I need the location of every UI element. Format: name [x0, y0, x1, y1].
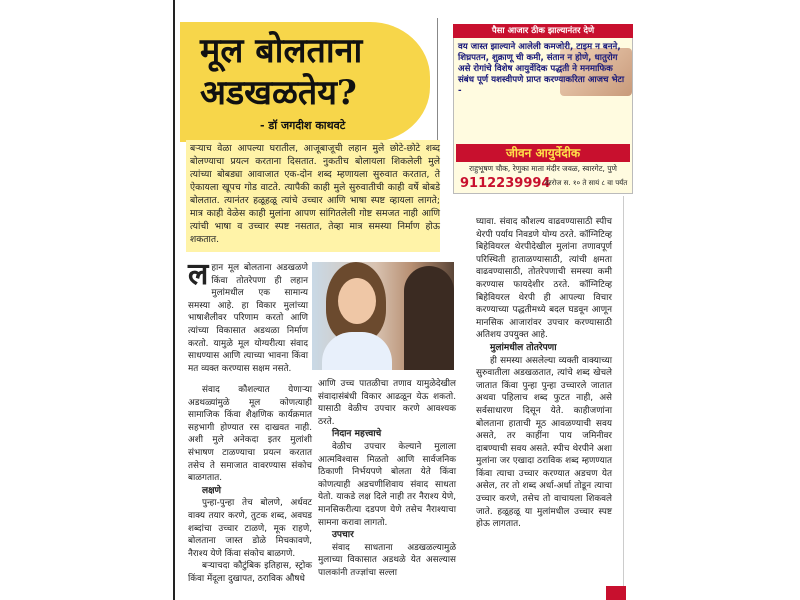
child-face — [338, 278, 376, 324]
ad-body — [458, 42, 630, 97]
ad-banner: पैसा आजार ठीक झाल्यानंतर देणे — [453, 24, 633, 38]
headline — [200, 30, 430, 114]
column-3-paragraph-2: ही समस्या असलेल्या व्यक्ती वाक्याच्या सुरुवातीला अडखळतात, त्यांचे शब्द खेचले जातात किंवा पुन्हा पुन्हा उच्चारले जातात अथवा पहिलाच शब्द फुटत नाही, असे सर्वसाधारण दिसून येते. काहीजणांना बोलताना हाताची मूठ आवळण्याची सवय असते, तर काहींना पाय जमिनीवर दाबण्याची सवय असते. स्पीच थेरपीने अशा मुलांना जर एखादा ठराविक शब्द म्हणण्यात किंवा त्याचा उच्चार करण्यात अडचण येत असेल, तर तो शब्द अर्धा-अर्धा तोडून त्याचा उच्चार करणे, तसेच तो वाचायला शिकवले जाते. हळूहळू या मुलांमधील उच्चार स्पष्ट होऊ लागतात. — [476, 355, 612, 530]
dropcap: ल — [188, 257, 209, 292]
corner-marker — [606, 586, 626, 600]
ad-clinic-name: जीवन आयुर्वेदीक — [456, 144, 630, 162]
column-2 — [318, 378, 456, 580]
page-column-rule — [173, 0, 175, 600]
ad-lines: वय जास्त झाल्याने आलेली कमजोरी, टाइम न बनने, शिघ्रपतन, शुक्राणू ची कमी, संतान न होणे, धातुरोग असे रोगांचे विशेष आयुर्वेदिक पद्धती ने मनमाफिक संबंध पूर्ण यशस्वीपणे प्राप्त करण्याकरिता आजच भेटा - — [458, 42, 625, 96]
subhead-diagnosis: निदान महत्त्वाचे — [332, 429, 382, 440]
article-photo — [312, 262, 454, 370]
subhead-treatment: उपचार — [332, 530, 354, 541]
column-1-paragraph-3: पुन्हा-पुन्हा तेच बोलणे, अर्धवट वाक्य तयार करणे, तुटक शब्द, अवघड शब्दांचा उच्चार टाळणे, मूक राहणे, बोलताना जास्त डोळे मिचकावणे, नैराश्य येणे किंवा संकोच बाळगणे. — [188, 498, 312, 559]
column-3 — [476, 216, 612, 531]
column-1-paragraph-4: बऱ्याचदा कौटुंबिक इतिहास, स्ट्रोक किंवा मेंदूला दुखापत, ठराविक औषधे — [188, 561, 312, 584]
subhead-stuttering: मुलांमधील तोतरेपणा — [490, 342, 557, 353]
child-body — [322, 332, 392, 370]
headline-line-1: मूल बोलताना — [200, 31, 363, 71]
byline: - डॉ जगदीश काथवटे — [260, 119, 346, 132]
ad-address: राहुभूषण चौक, रेणुका माता मंदीर जवळ, स्वारगेट, पुणे — [469, 164, 617, 173]
headline-line-2: अडखळतेय? — [200, 73, 357, 113]
intro-paragraph: बऱ्याच वेळा आपल्या घरातील, आजूबाजूची लहान मुले छोटे-छोटे शब्द बोलण्याचा प्रयत्न करताना दिसतात. नुकतीच बोलायला शिकलेली मुले त्यांच्या बोबड्या आवाजात एक-दोन शब्द म्हणायला सुरुवात करतात, ते ऐकायला खूपच गोड वाटते. त्यापैकी काही मुले सुरुवातीची काही वर्षे बोबडे बोलतात. त्यानंतर हळूहळू त्यांचे उच्चार आणि भाषा स्पष्ट व्हायला लागते; मात्र काही वेळेस काही मुलांना आपण सांगितलेली गोष्ट समजत नाही आणि त्यांची भाषा व उच्चार स्पष्ट नसतात, तेव्हा मात्र समस्या निर्माण होऊ शकतात. — [190, 143, 440, 245]
column-3-paragraph-1: घ्यावा. संवाद कौशल्य वाढवण्यासाठी स्पीच थेरपी पर्याय निवडणे योग्य ठरते. कॉग्निटिव्ह बिहेवियरल थेरपीदेखील मुलांना तणावपूर्ण परिस्थिती हाताळण्यासाठी, त्यांची क्षमता वाढवण्यासाठी, तोतरेपणाची समस्या कमी करण्यास फायदेशीर ठरते. कॉग्निटिव्ह बिहेवियरल थेरपी ही आपल्या विचार करण्याच्या पद्धतीमध्ये बदल घडवून आणून मानसिक आजारांवर उपचार करण्यासाठी अतिशय उपयुक्त आहे. — [476, 217, 612, 341]
ad-timing: दररोज स. १० ते सायं ८ वा पर्यंत — [545, 179, 628, 187]
column-2-paragraph-2: वेळीच उपचार केल्याने मुलाला आत्मविश्वास मिळतो आणि सार्वजनिक ठिकाणी निर्भयपणे बोलता येते किंवा कोणत्याही अडचणीशिवाय संवाद साधता येतो. याकडे लक्ष दिले नाही तर नैराश्य येणे, मानसिकरीत्या दडपण येणे तसेच नैराश्याचा सामना करावा लागतो. — [318, 441, 456, 528]
right-divider — [623, 196, 624, 600]
doctor-figure — [404, 266, 454, 370]
column-2-paragraph-1: आणि उच्च पातळीचा तणाव यामुळेदेखील संवादासंबंधी विकार आढळून येऊ शकतो. यासाठी वेळीच उपचार करणे आवश्यक ठरते. — [318, 379, 456, 427]
subhead-symptoms: लक्षणे — [202, 485, 222, 496]
column-1 — [188, 257, 308, 375]
ad-phone: 9112239994 — [460, 176, 551, 191]
column-1-lower — [188, 384, 312, 586]
column-2-paragraph-3: संवाद साधताना अडखळल्यामुळे मुलाच्या विकासात अडथळे येत असल्यास पालकांनी तज्ज्ञांचा सल्ला — [318, 542, 456, 578]
column-1-paragraph-2: संवाद कौशल्यात येणाऱ्या अडथळ्यांमुळे मूल कोणत्याही सामाजिक किंवा शैक्षणिक कार्यक्रमात सहभागी होण्यात रस दाखवत नाही. अशी मुले अनेकदा इतर मुलांशी संभाषण टाळण्याचा प्रयत्न करतात तसेच ते समाजात वावरण्यास संकोच बाळगतात. — [188, 385, 312, 484]
column-1-paragraph-1: लहान मूल बोलताना अडखळणे किंवा तोतरेपणा ही लहान मुलांमधील एक सामान्य समस्या आहे. हा विकार मुलांच्या भाषाशैलीवर परिणाम करतो आणि त्यांच्या विकासात अडथळा निर्माण करतो. यामुळे मूल योग्यरीत्या संवाद साधण्यास आणि त्याच्या भावना किंवा मत व्यक्त करण्यास सक्षम नसते. — [188, 257, 308, 374]
